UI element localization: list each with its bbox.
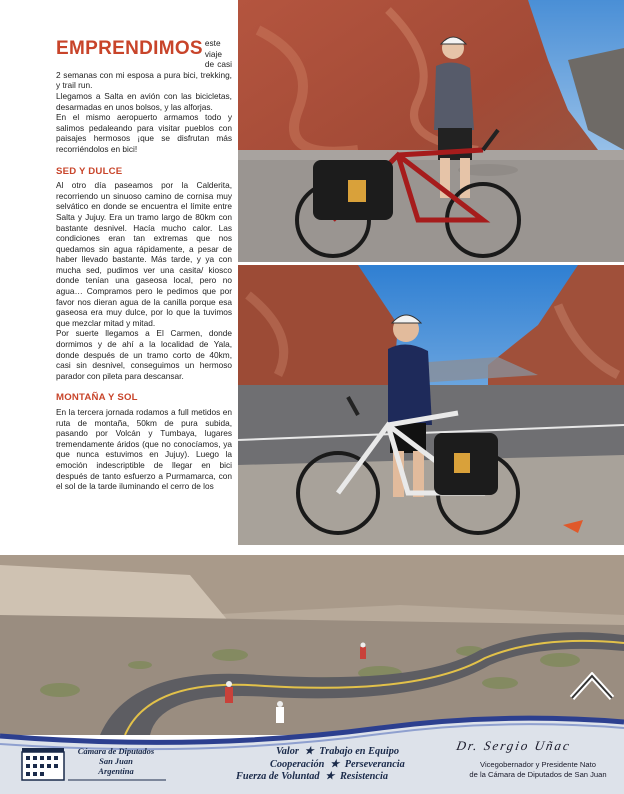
article-text: [56, 30, 232, 492]
up-arrow-icon[interactable]: [568, 672, 616, 702]
paragraph-2: En el mismo aeropuerto armamos todo y salimos pedaleando para visitar pueblos con paisajes hermosos ¡que se disfrutan más recorriéndolos en bici!: [56, 112, 232, 154]
paragraph-1: Llegamos a Salta en avión con las bicicletas, desarmadas en unos bolsos, y las alforjas.: [56, 90, 232, 112]
intro-paragraph: este viaje de casi 2 semanas con mi esposa a pura bici, trekking, y trail run.: [56, 38, 232, 91]
caption-line-2: de la Cámara de Diputados de San Juan: [469, 769, 607, 779]
caption-line-1: Vicegobernador y Presidente Nato: [480, 760, 596, 769]
photo-man-cyclist: [238, 265, 624, 545]
logo-line-2: San Juan: [99, 756, 133, 766]
star-icon: ★: [329, 758, 340, 770]
section1-paragraph-2: Por suerte llegamos a El Carmen, donde dormimos y de ahí a la localidad de Yala, donde después de un tramo corto de 40km, casi sin desnivel, conseguimos un hermoso parador con pileta para descansar.: [56, 328, 232, 381]
photo-woman-cyclist: [238, 0, 624, 262]
logo-text: [68, 746, 164, 776]
star-icon: ★: [325, 771, 335, 782]
logo-line-3: Argentina: [98, 766, 134, 776]
signature: Dr. Sergio Uñac: [455, 738, 573, 753]
section2-paragraph-1: En la tercera jornada rodamos a full metidos en ruta de montaña, 50km de pura subida, pasando por Volcán y Tumbaya, lugares tremendamente áridos (que no conocíamos, ya que nunca estuvimos en Jujuy). Luego la emoción indescriptible de llegar en bici después de tanto esfuerzo a Purmamarca, con el sol de la tarde iluminando el cerro de los: [56, 407, 232, 492]
value-item: Perseverancia: [344, 758, 405, 770]
footer-band: [0, 700, 624, 794]
value-item: Fuerza de Voluntad: [236, 771, 320, 782]
signature-caption: [454, 760, 622, 779]
section-title-montana-y-sol: MONTAÑA Y SOL: [56, 392, 138, 404]
star-icon: ★: [304, 746, 314, 757]
values-list: [236, 746, 446, 784]
section1-paragraph-1: Al otro día paseamos por la Calderita, recorriendo un sinuoso camino de cornisa muy selvático en donde se encuentra el límite entre Salta y Jujuy. Era un tramo largo de 80km con bastante desnivel. Hacía mucho calor. Las condiciones eran tan extremas que nos quedamos sin agua rápidamente, a pesar de haber llevado bastante. Más tarde, y ya con mucha sed, pudimos ver una casita/ kiosco donde tenían una gaseosa local, pero no agua… Compramos pero le pedimos que por favor nos dieran agua de la canilla porque esa gaseosa era muy dulce, por lo que la tuvimos que mezclar mitad y mitad.: [56, 180, 232, 328]
value-item: Cooperación: [270, 758, 325, 770]
value-item: Resistencia: [339, 771, 388, 782]
value-item: Valor: [276, 746, 299, 757]
section-title-sed-y-dulce: SED Y DULCE: [56, 165, 123, 177]
logo-line-1: Cámara de Diputados: [77, 746, 155, 756]
value-item: Trabajo en Equipo: [319, 746, 400, 757]
brand-heading: EMPRENDIMOS: [56, 38, 203, 59]
